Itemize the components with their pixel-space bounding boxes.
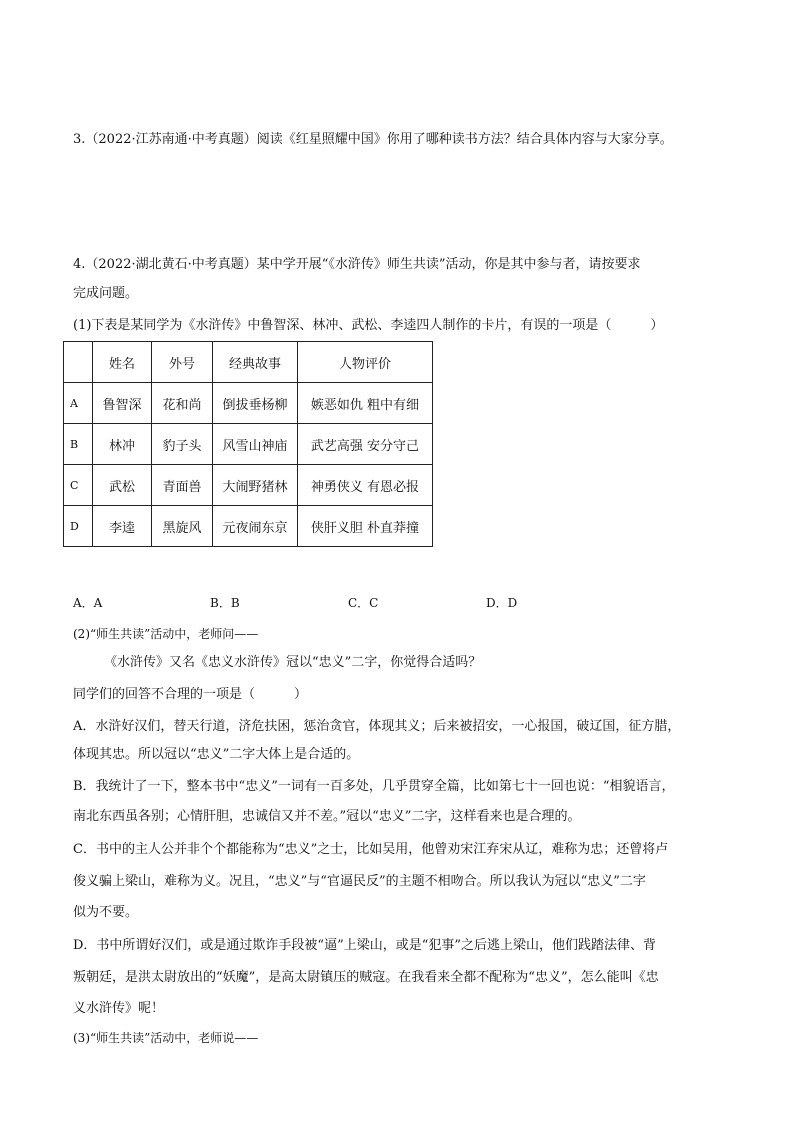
sub-question-1: (1)下表是某同学为《水浒传》中鲁智深、林冲、武松、李逵四人制作的卡片，有误的一项是（ ） xyxy=(73,318,664,333)
table-row xyxy=(64,506,433,547)
table-header-cell: 经典故事 xyxy=(213,342,298,383)
table-row xyxy=(64,465,433,506)
table-cell-nickname: 黑旋风 xyxy=(152,506,213,547)
answer-prompt: 同学们的回答不合理的一项是（ ） xyxy=(73,687,308,702)
row-letter: C xyxy=(64,465,93,506)
answer-line: 似为不要。 xyxy=(73,905,139,920)
teacher-quote: 《水浒传》又名《忠义水浒传》冠以“忠义”二字，你觉得合适吗？ xyxy=(104,655,482,670)
row-letter: A xyxy=(64,383,93,424)
answer-line: 南北东西虽各别；心情肝胆，忠诚信又并不差。”冠以“忠义”二字，这样看来也是合理的。 xyxy=(73,809,581,824)
sub-question-3: (3)“师生共读”活动中，老师说—— xyxy=(73,1031,259,1045)
table-cell-story: 大闹野猪林 xyxy=(213,465,298,506)
answer-line: C．书中的主人公并非个个都能称为“忠义”之士，比如吴用，他曾劝宋江弃宋从辽，难称为忠；还曾将卢 xyxy=(73,842,669,857)
sub-question-2: (2)“师生共读”活动中，老师问—— xyxy=(73,627,259,641)
table-header-corner xyxy=(64,342,93,383)
option-d: D．D xyxy=(486,596,518,610)
table-cell-nickname: 豹子头 xyxy=(152,424,213,465)
question-4-line-2: 完成问题。 xyxy=(73,286,139,301)
row-letter: D xyxy=(64,506,93,547)
answer-line: B．我统计了一下，整本书中“忠义”一词有一百多处，几乎贯穿全篇，比如第七十一回也说：“相貌语言， xyxy=(73,779,675,794)
question-4-line-1: 4.（2022·湖北黄石·中考真题）某中学开展“《水浒传》师生共读”活动，你是其中参与者，请按要求 xyxy=(73,257,641,272)
table-cell-eval: 神勇侠义 有恩必报 xyxy=(298,465,433,506)
character-card-table xyxy=(63,341,433,547)
answer-line: 义水浒传》呢！ xyxy=(73,1001,165,1016)
table-cell-name: 李逵 xyxy=(93,506,152,547)
table-cell-story: 倒拔垂杨柳 xyxy=(213,383,298,424)
option-c: C．C xyxy=(348,596,379,610)
question-3: 3.（2022·江苏南通·中考真题）阅读《红星照耀中国》你用了哪种读书方法？结合具体内容与大家分享。 xyxy=(73,132,673,147)
table-cell-eval: 武艺高强 安分守己 xyxy=(298,424,433,465)
table-cell-name: 林冲 xyxy=(93,424,152,465)
table-header-row xyxy=(64,342,433,383)
table-header-cell: 外号 xyxy=(152,342,213,383)
option-a: A．A xyxy=(73,596,103,610)
table-cell-nickname: 花和尚 xyxy=(152,383,213,424)
answer-line: 叛朝廷，是洪太尉放出的“妖魔”，是高太尉镇压的贼寇。在我看来全都不配称为“忠义”，怎么能叫《忠 xyxy=(73,970,659,985)
table-cell-name: 武松 xyxy=(93,465,152,506)
table-cell-eval: 侠肝义胆 朴直莽撞 xyxy=(298,506,433,547)
table-cell-story: 风雪山神庙 xyxy=(213,424,298,465)
row-letter: B xyxy=(64,424,93,465)
table-header-cell: 人物评价 xyxy=(298,342,433,383)
table-cell-eval: 嫉恶如仇 粗中有细 xyxy=(298,383,433,424)
answer-line: D．书中所谓好汉们，或是通过欺诈手段被“逼”上梁山，或是“犯事”之后逃上梁山，他们践踏法律、背 xyxy=(73,938,657,953)
table-cell-story: 元夜闹东京 xyxy=(213,506,298,547)
answer-line: 体现其忠。所以冠以“忠义”二字大体上是合适的。 xyxy=(73,747,360,762)
answer-line: A．水浒好汉们，替天行道，济危扶困，惩治贪官，体现其义；后来被招安，一心报国，破辽国，征方腊， xyxy=(73,719,681,734)
table-header-cell: 姓名 xyxy=(93,342,152,383)
option-b: B．B xyxy=(210,596,240,610)
table-cell-name: 鲁智深 xyxy=(93,383,152,424)
table-row xyxy=(64,424,433,465)
table-row xyxy=(64,383,433,424)
table-cell-nickname: 青面兽 xyxy=(152,465,213,506)
answer-line: 俊义骗上梁山，难称为义。况且，“忠义”与“官逼民反”的主题不相吻合。所以我认为冠以“忠义”二字 xyxy=(73,874,646,889)
